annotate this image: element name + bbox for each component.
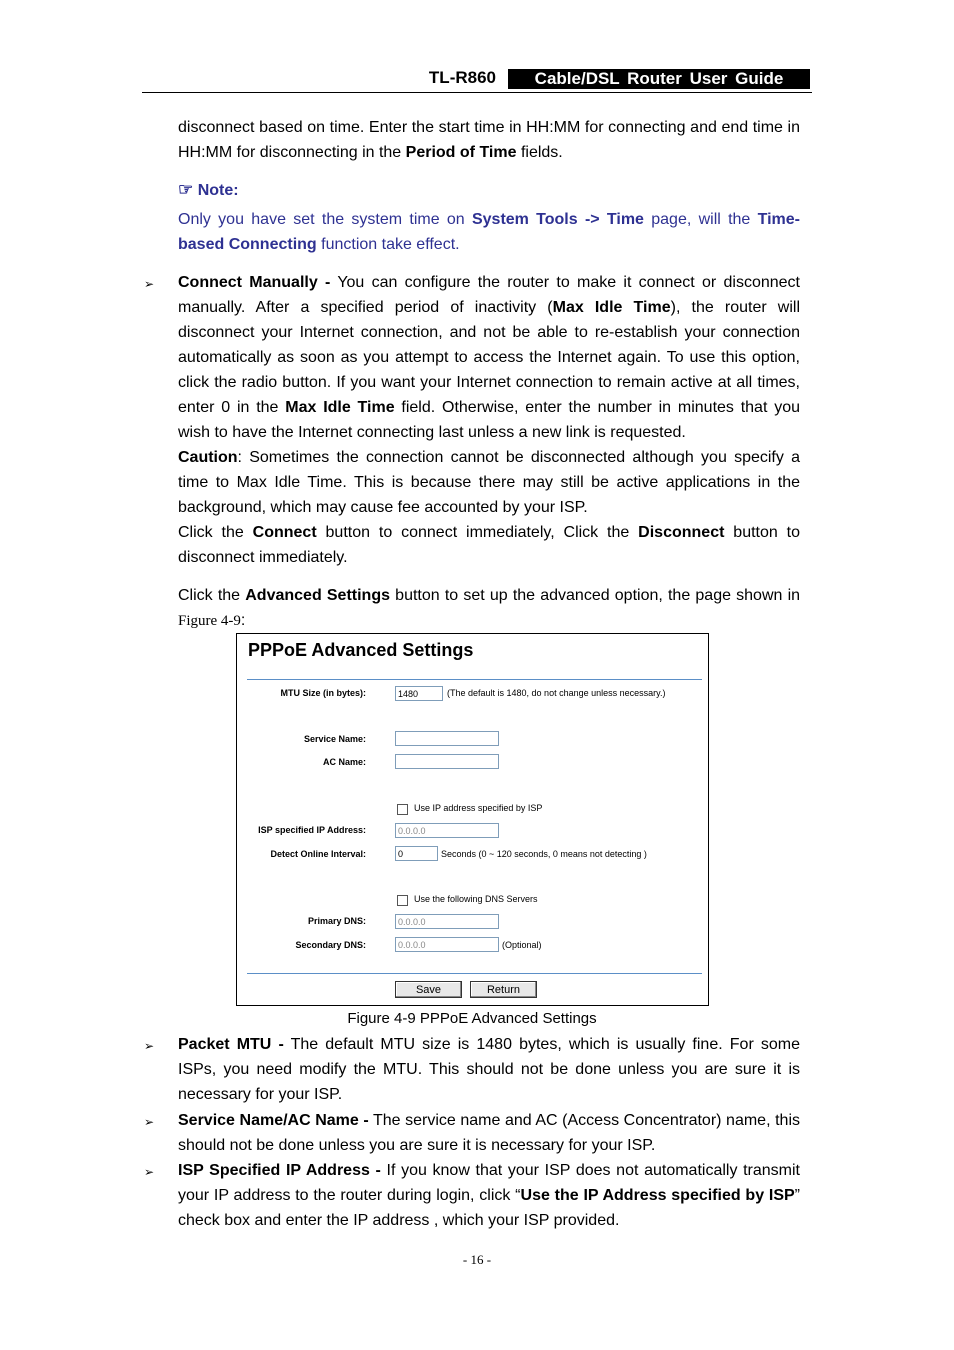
note-label: Note:: [197, 182, 239, 199]
use-dns-checkbox[interactable]: [397, 895, 408, 906]
button-divider: [247, 973, 702, 974]
detect-interval-input[interactable]: 0: [395, 846, 438, 861]
paragraph-advanced-settings: Click the Advanced Settings button to set up the advanced option, the page shown in Figure 4-9:: [178, 587, 801, 629]
paragraph-connect-manually: Connect Manually - You can configure the router to make it connect or disconnect manually. After a specified period of inactivity (Max Idle Time), the router will disconnect your Internet connection, and not be able to re-establish your connection automatically as soon as you attempt to access the Internet again. To use this option, click the radio button. If you want your Internet connection to remain active at all times, enter 0 in the Max Idle Time field. Otherwise, enter the number in minutes that you wish to have the Internet connecting last unless a new link is requested. Caution: Sometimes the connection cannot be disconnected although you specify a time to Max Idle Time. This is because there may still be active applications in the background, which may cause fee accounted by your ISP. Click the Connect button to connect immediately, Click the Disconnect button to disconnect immediately.: [178, 274, 801, 566]
figure-caption: Figure 4-9 PPPoE Advanced Settings: [347, 1010, 597, 1027]
paragraph-service-name: Service Name/AC Name - The service name and AC (Access Concentrator) name, this should not be done unless you are sure it is necessary for your ISP.: [178, 1112, 800, 1154]
ac-name-input[interactable]: [395, 754, 499, 769]
pointing-hand-icon: ☞: [178, 180, 194, 199]
pppoe-advanced-settings-figure: [236, 633, 709, 1006]
paragraph-packet-mtu: Packet MTU - The default MTU size is 1480 bytes, which is usually fine. For some ISPs, you need modify the MTU. This should not be done unless you are sure it is necessary for your ISP.: [178, 1036, 800, 1103]
primary-dns-input[interactable]: 0.0.0.0: [395, 914, 499, 929]
service-name-label: Service Name:: [303, 734, 366, 744]
paragraph-isp-ip: ISP Specified IP Address - If you know that your ISP does not automatically transmit your IP address to the router during login, click “Use the IP Address specified by ISP” check box and enter the IP address , which your ISP provided.: [178, 1162, 801, 1229]
save-button[interactable]: Save: [395, 981, 462, 998]
mtu-hint: (The default is 1480, do not change unless necessary.): [447, 688, 666, 698]
page-number: - 16 -: [462, 1252, 492, 1267]
figure-title: PPPoE Advanced Settings: [248, 640, 474, 660]
mtu-label: MTU Size (in bytes):: [280, 688, 366, 698]
use-ip-checkbox[interactable]: [397, 804, 408, 815]
use-dns-checkbox-label: Use the following DNS Servers: [414, 894, 538, 904]
secondary-dns-label: Secondary DNS:: [295, 940, 366, 950]
detect-interval-hint: Seconds (0 ~ 120 seconds, 0 means not detecting ): [441, 849, 647, 859]
secondary-dns-input[interactable]: 0.0.0.0: [395, 937, 499, 952]
return-button[interactable]: Return: [470, 981, 537, 998]
bullet-arrow-icon: ➢: [144, 277, 155, 291]
use-ip-checkbox-label: Use IP address specified by ISP: [414, 803, 543, 813]
paragraph-period-of-time: disconnect based on time. Enter the start time in HH:MM for connecting and end time in HH:MM for disconnecting in the Period of Time fields.: [178, 119, 800, 161]
mtu-input[interactable]: 1480: [395, 686, 443, 701]
isp-ip-label: ISP specified IP Address:: [258, 825, 366, 835]
bullet-arrow-icon: ➢: [144, 1165, 155, 1179]
isp-ip-input[interactable]: 0.0.0.0: [395, 823, 499, 838]
page-header: [142, 66, 812, 93]
ac-name-label: AC Name:: [322, 757, 366, 767]
bullet-arrow-icon: ➢: [144, 1039, 155, 1053]
header-guide-title: Cable/DSL Router User Guide: [508, 69, 810, 89]
secondary-dns-hint: (Optional): [502, 940, 542, 950]
note-text: Only you have set the system time on System Tools -> Time page, will the Time-based Connecting function take effect.: [178, 211, 801, 253]
title-divider: [247, 679, 702, 680]
detect-interval-label: Detect Online Interval:: [270, 849, 366, 859]
bullet-arrow-icon: ➢: [144, 1115, 155, 1129]
note-heading: [178, 177, 800, 203]
service-name-input[interactable]: [395, 731, 499, 746]
header-model: TL-R860: [428, 68, 496, 87]
figure-reference: Figure 4-9: [178, 613, 241, 629]
primary-dns-label: Primary DNS:: [307, 916, 366, 926]
